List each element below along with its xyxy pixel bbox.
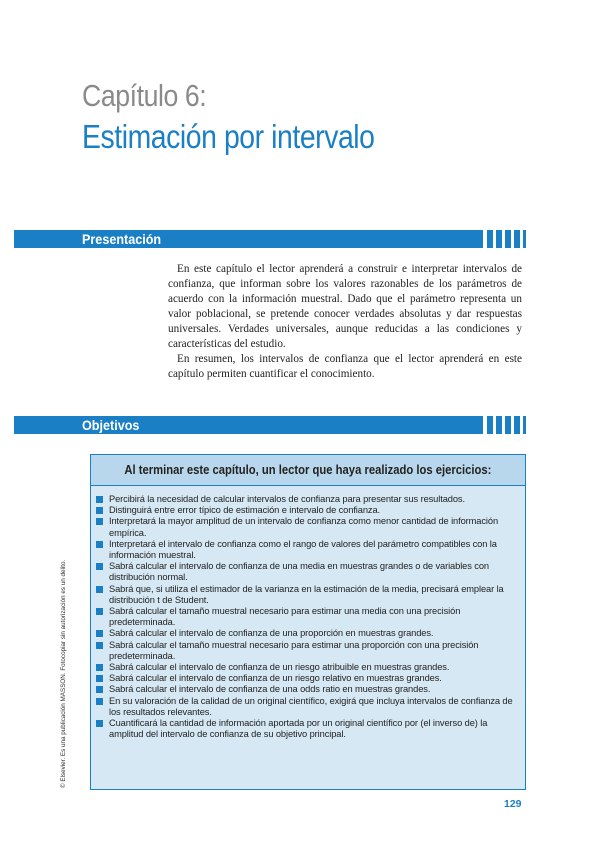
square-bullet-icon	[96, 720, 103, 727]
square-bullet-icon	[96, 563, 103, 570]
stripe-decoration	[487, 416, 526, 434]
list-item: Percibirá la necesidad de calcular intervalos de confianza para presentar sus resultados.	[95, 494, 517, 505]
section-title: Presentación	[82, 231, 162, 247]
square-bullet-icon	[96, 507, 103, 514]
stripe-decoration	[487, 230, 526, 248]
section-title: Objetivos	[82, 417, 140, 433]
square-bullet-icon	[96, 608, 103, 615]
list-item: Sabrá calcular el intervalo de confianza de un riesgo atribuible en muestras grandes.	[95, 662, 517, 673]
list-item: Sabrá calcular el intervalo de confianza de una odds ratio en muestras grandes.	[95, 684, 517, 695]
objectives-box-title: Al terminar este capítulo, un lector que haya realizado los ejercicios:	[91, 455, 525, 486]
section-header-presentacion	[14, 230, 526, 248]
list-item: Sabrá calcular el intervalo de confianza de un riesgo relativo en muestras grandes.	[95, 673, 517, 684]
copyright-notice: © Elsevier. Es una publicación MASSON. Fotocopiar sin autorización es un delito.	[60, 559, 67, 788]
list-item: Cuantificará la cantidad de información aportada por un original científico por (el inverso de) la amplitud del intervalo de confianza de su objetivo principal.	[95, 718, 517, 740]
square-bullet-icon	[96, 496, 103, 503]
paragraph: En este capítulo el lector aprenderá a construir e interpretar intervalos de confianza, que informan sobre los valores razonables de los parámetros de acuerdo con la información muestral. Dado que el parámetro representa un valor poblacional, se pretende conocer verdades absolutas y dar respuestas universales. Verdades universales, aunque reducidas a las condiciones y características del estudio.	[168, 263, 522, 350]
chapter-title: Estimación por intervalo	[82, 118, 375, 155]
list-item: Sabrá calcular el tamaño muestral necesario para estimar una media con una precisión predeterminada.	[95, 606, 517, 628]
square-bullet-icon	[96, 675, 103, 682]
square-bullet-icon	[96, 518, 103, 525]
square-bullet-icon	[96, 642, 103, 649]
list-item: Interpretará el intervalo de confianza como el rango de valores del parámetro compatibles con la información muestral.	[95, 539, 517, 561]
list-item: Sabrá calcular el tamaño muestral necesario para estimar una proporción con una precisión predeterminada.	[95, 640, 517, 662]
chapter-number: Capítulo 6:	[82, 78, 207, 113]
list-item: Sabrá que, si utiliza el estimador de la varianza en la estimación de la media, precisará emplear la distribución t de Student.	[95, 584, 517, 606]
list-item: Sabrá calcular el intervalo de confianza de una proporción en muestras grandes.	[95, 628, 517, 639]
square-bullet-icon	[96, 630, 103, 637]
presentation-text	[168, 262, 522, 382]
objectives-list	[91, 486, 525, 740]
list-item: Interpretará la mayor amplitud de un intervalo de confianza como menor cantidad de información empírica.	[95, 516, 517, 538]
paragraph: En resumen, los intervalos de confianza que el lector aprenderá en este capítulo permiten cuantificar el conocimiento.	[168, 353, 522, 380]
square-bullet-icon	[96, 664, 103, 671]
objectives-box	[90, 454, 526, 790]
list-item: En su valoración de la calidad de un original científico, exigirá que incluya intervalos de confianza de los resultados relevantes.	[95, 696, 517, 718]
square-bullet-icon	[96, 698, 103, 705]
square-bullet-icon	[96, 686, 103, 693]
square-bullet-icon	[96, 541, 103, 548]
section-header-objetivos	[14, 416, 526, 434]
page-number: 129	[504, 798, 522, 810]
square-bullet-icon	[96, 586, 103, 593]
list-item: Distinguirá entre error típico de estimación e intervalo de confianza.	[95, 505, 517, 516]
list-item: Sabrá calcular el intervalo de confianza de una media en muestras grandes o de variables con distribución normal.	[95, 561, 517, 583]
